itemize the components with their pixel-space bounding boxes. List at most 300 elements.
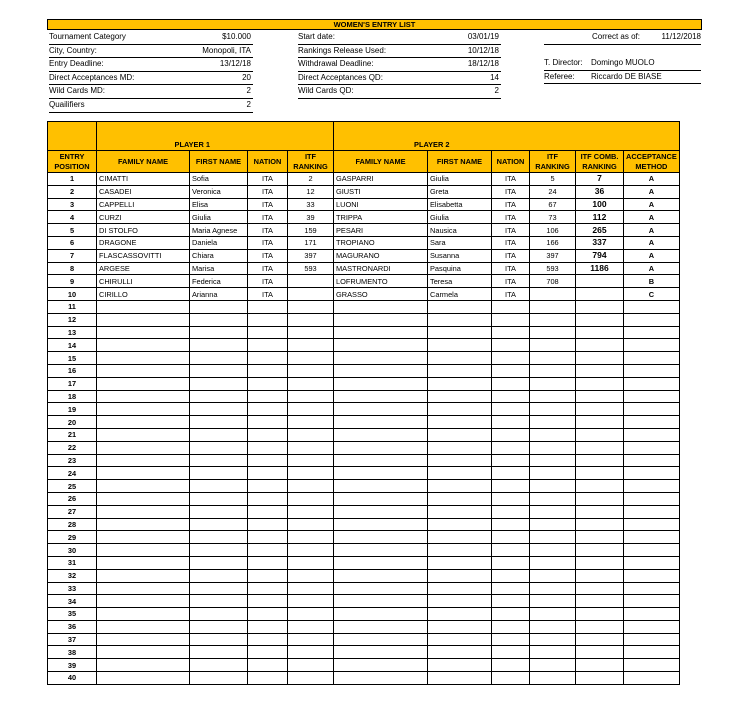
info-value: 2 bbox=[494, 86, 499, 96]
info-label: Wild Cards QD: bbox=[298, 86, 354, 96]
p1-first-name-cell: Maria Agnese bbox=[190, 224, 248, 237]
p1-first-name-cell bbox=[190, 595, 248, 608]
p2-itf-ranking-cell: 397 bbox=[530, 249, 576, 262]
table-row bbox=[48, 441, 680, 454]
p1-itf-ranking-cell bbox=[288, 659, 334, 672]
info-value: $10.000 bbox=[222, 32, 251, 41]
table-row bbox=[48, 224, 680, 237]
p1-first-name-cell bbox=[190, 364, 248, 377]
col-p1-nation: NATION bbox=[248, 151, 288, 173]
p1-itf-ranking-cell bbox=[288, 595, 334, 608]
tournament-info-left bbox=[49, 31, 253, 113]
p1-itf-ranking-cell bbox=[288, 339, 334, 352]
p1-first-name-cell bbox=[190, 608, 248, 621]
p1-first-name-cell: Chiara bbox=[190, 249, 248, 262]
p2-first-name-cell bbox=[428, 416, 492, 429]
p1-itf-ranking-cell bbox=[288, 390, 334, 403]
p1-first-name-cell bbox=[190, 659, 248, 672]
acceptance-method-cell bbox=[624, 467, 680, 480]
p1-family-name-cell bbox=[97, 467, 190, 480]
entry-position-cell: 37 bbox=[48, 633, 97, 646]
p1-nation-cell bbox=[248, 659, 288, 672]
p2-first-name-cell bbox=[428, 505, 492, 518]
p1-nation-cell: ITA bbox=[248, 262, 288, 275]
p2-itf-ranking-cell bbox=[530, 505, 576, 518]
itf-comb-ranking-cell bbox=[576, 364, 624, 377]
p2-first-name-cell: Sara bbox=[428, 236, 492, 249]
p1-first-name-cell bbox=[190, 428, 248, 441]
p2-itf-ranking-cell: 593 bbox=[530, 262, 576, 275]
p2-first-name-cell bbox=[428, 659, 492, 672]
acceptance-method-cell bbox=[624, 633, 680, 646]
table-row bbox=[48, 480, 680, 493]
itf-comb-ranking-cell bbox=[576, 288, 624, 301]
p2-nation-cell bbox=[492, 377, 530, 390]
info-row-da-md bbox=[49, 72, 253, 86]
p2-family-name-cell bbox=[334, 492, 428, 505]
acceptance-method-cell bbox=[624, 416, 680, 429]
table-row bbox=[48, 569, 680, 582]
p1-nation-cell bbox=[248, 620, 288, 633]
p1-first-name-cell bbox=[190, 326, 248, 339]
p2-family-name-cell bbox=[334, 505, 428, 518]
p1-nation-cell: ITA bbox=[248, 173, 288, 186]
entry-position-cell: 39 bbox=[48, 659, 97, 672]
p2-itf-ranking-cell bbox=[530, 544, 576, 557]
p1-family-name-cell: CAPPELLI bbox=[97, 198, 190, 211]
acceptance-method-cell bbox=[624, 518, 680, 531]
p1-family-name-cell bbox=[97, 608, 190, 621]
itf-comb-ranking-cell bbox=[576, 441, 624, 454]
p2-itf-ranking-cell bbox=[530, 428, 576, 441]
p1-itf-ranking-cell bbox=[288, 403, 334, 416]
p2-family-name-cell: TROPIANO bbox=[334, 236, 428, 249]
p2-nation-cell bbox=[492, 313, 530, 326]
p2-itf-ranking-cell bbox=[530, 556, 576, 569]
table-row bbox=[48, 198, 680, 211]
itf-comb-ranking-cell bbox=[576, 518, 624, 531]
p2-family-name-cell: TRIPPA bbox=[334, 211, 428, 224]
p2-nation-cell bbox=[492, 582, 530, 595]
p2-nation-cell bbox=[492, 672, 530, 685]
p2-nation-cell: ITA bbox=[492, 185, 530, 198]
acceptance-method-cell: C bbox=[624, 288, 680, 301]
acceptance-method-cell bbox=[624, 364, 680, 377]
table-row bbox=[48, 531, 680, 544]
p1-family-name-cell bbox=[97, 377, 190, 390]
col-itf-comb-ranking: ITF COMB. RANKING bbox=[576, 151, 624, 173]
p2-first-name-cell bbox=[428, 364, 492, 377]
p1-itf-ranking-cell bbox=[288, 441, 334, 454]
p2-first-name-cell bbox=[428, 582, 492, 595]
acceptance-method-cell bbox=[624, 620, 680, 633]
p2-first-name-cell: Giulia bbox=[428, 211, 492, 224]
acceptance-method-cell bbox=[624, 352, 680, 365]
p2-family-name-cell bbox=[334, 569, 428, 582]
p1-itf-ranking-cell bbox=[288, 377, 334, 390]
itf-comb-ranking-cell bbox=[576, 326, 624, 339]
itf-comb-ranking-cell: 265 bbox=[576, 224, 624, 237]
p2-itf-ranking-cell bbox=[530, 339, 576, 352]
p2-itf-ranking-cell bbox=[530, 313, 576, 326]
p2-nation-cell bbox=[492, 454, 530, 467]
p1-family-name-cell bbox=[97, 595, 190, 608]
info-value: Riccardo DE BIASE bbox=[591, 71, 662, 81]
p2-nation-cell bbox=[492, 595, 530, 608]
p2-first-name-cell bbox=[428, 531, 492, 544]
p2-itf-ranking-cell bbox=[530, 518, 576, 531]
table-row bbox=[48, 659, 680, 672]
p1-itf-ranking-cell: 2 bbox=[288, 173, 334, 186]
entry-position-cell: 25 bbox=[48, 480, 97, 493]
table-row bbox=[48, 313, 680, 326]
p1-family-name-cell bbox=[97, 531, 190, 544]
p2-family-name-cell bbox=[334, 595, 428, 608]
entry-position-cell: 35 bbox=[48, 608, 97, 621]
p2-itf-ranking-cell bbox=[530, 620, 576, 633]
p1-nation-cell bbox=[248, 633, 288, 646]
p2-first-name-cell: Greta bbox=[428, 185, 492, 198]
p2-family-name-cell bbox=[334, 556, 428, 569]
p2-family-name-cell: LOFRUMENTO bbox=[334, 275, 428, 288]
p1-nation-cell bbox=[248, 403, 288, 416]
p2-itf-ranking-cell bbox=[530, 390, 576, 403]
p2-family-name-cell bbox=[334, 531, 428, 544]
table-row bbox=[48, 620, 680, 633]
p1-itf-ranking-cell: 171 bbox=[288, 236, 334, 249]
itf-comb-ranking-cell bbox=[576, 492, 624, 505]
info-value: 2 bbox=[246, 99, 251, 109]
info-label: Referee: bbox=[544, 71, 575, 81]
table-row bbox=[48, 288, 680, 301]
itf-comb-ranking-cell bbox=[576, 377, 624, 390]
table-row bbox=[48, 377, 680, 390]
p1-nation-cell: ITA bbox=[248, 275, 288, 288]
p2-family-name-cell bbox=[334, 544, 428, 557]
p1-family-name-cell bbox=[97, 364, 190, 377]
p1-itf-ranking-cell bbox=[288, 518, 334, 531]
p2-itf-ranking-cell: 166 bbox=[530, 236, 576, 249]
p1-first-name-cell bbox=[190, 620, 248, 633]
p2-family-name-cell bbox=[334, 377, 428, 390]
p1-family-name-cell bbox=[97, 441, 190, 454]
p1-itf-ranking-cell bbox=[288, 300, 334, 313]
info-label: Start date: bbox=[298, 32, 335, 41]
p1-first-name-cell bbox=[190, 544, 248, 557]
info-label: Quailifiers bbox=[49, 99, 85, 109]
p2-itf-ranking-cell bbox=[530, 377, 576, 390]
itf-comb-ranking-cell: 337 bbox=[576, 236, 624, 249]
p2-family-name-cell bbox=[334, 608, 428, 621]
p1-family-name-cell bbox=[97, 454, 190, 467]
p2-first-name-cell bbox=[428, 480, 492, 493]
acceptance-method-cell bbox=[624, 339, 680, 352]
p1-first-name-cell bbox=[190, 416, 248, 429]
itf-comb-ranking-cell bbox=[576, 313, 624, 326]
entry-position-cell: 36 bbox=[48, 620, 97, 633]
p1-first-name-cell bbox=[190, 556, 248, 569]
p1-nation-cell bbox=[248, 595, 288, 608]
table-row bbox=[48, 275, 680, 288]
p1-family-name-cell bbox=[97, 416, 190, 429]
p2-first-name-cell bbox=[428, 300, 492, 313]
entry-position-cell: 6 bbox=[48, 236, 97, 249]
info-value: 14 bbox=[490, 72, 499, 82]
p2-family-name-cell bbox=[334, 313, 428, 326]
p1-itf-ranking-cell bbox=[288, 275, 334, 288]
p1-nation-cell bbox=[248, 467, 288, 480]
p2-first-name-cell bbox=[428, 595, 492, 608]
p2-family-name-cell bbox=[334, 339, 428, 352]
p2-nation-cell bbox=[492, 531, 530, 544]
itf-comb-ranking-cell: 1186 bbox=[576, 262, 624, 275]
itf-comb-ranking-cell bbox=[576, 339, 624, 352]
p1-nation-cell bbox=[248, 569, 288, 582]
p1-first-name-cell bbox=[190, 633, 248, 646]
table-row bbox=[48, 262, 680, 275]
itf-comb-ranking-cell bbox=[576, 428, 624, 441]
itf-comb-ranking-cell bbox=[576, 659, 624, 672]
p1-nation-cell bbox=[248, 505, 288, 518]
p2-family-name-cell bbox=[334, 518, 428, 531]
p2-family-name-cell: PESARI bbox=[334, 224, 428, 237]
col-p1-family-name: FAMILY NAME bbox=[97, 151, 190, 173]
p1-first-name-cell: Sofia bbox=[190, 173, 248, 186]
p1-first-name-cell bbox=[190, 377, 248, 390]
p1-nation-cell bbox=[248, 390, 288, 403]
p1-family-name-cell: CHIRULLI bbox=[97, 275, 190, 288]
acceptance-method-cell bbox=[624, 428, 680, 441]
acceptance-method-cell bbox=[624, 313, 680, 326]
p1-first-name-cell bbox=[190, 352, 248, 365]
entry-position-cell: 40 bbox=[48, 672, 97, 685]
info-label: Direct Acceptances MD: bbox=[49, 72, 135, 82]
p2-nation-cell: ITA bbox=[492, 236, 530, 249]
p1-itf-ranking-cell: 593 bbox=[288, 262, 334, 275]
acceptance-method-cell bbox=[624, 531, 680, 544]
p2-first-name-cell bbox=[428, 339, 492, 352]
p1-itf-ranking-cell: 39 bbox=[288, 211, 334, 224]
p1-first-name-cell: Federica bbox=[190, 275, 248, 288]
p2-family-name-cell bbox=[334, 582, 428, 595]
p1-family-name-cell bbox=[97, 659, 190, 672]
info-row-entry-deadline bbox=[49, 58, 253, 72]
p2-itf-ranking-cell bbox=[530, 403, 576, 416]
table-row bbox=[48, 416, 680, 429]
p1-family-name-cell bbox=[97, 646, 190, 659]
p2-nation-cell: ITA bbox=[492, 211, 530, 224]
tournament-info-middle bbox=[298, 31, 501, 99]
p1-first-name-cell bbox=[190, 672, 248, 685]
p1-first-name-cell bbox=[190, 339, 248, 352]
entry-position-cell: 33 bbox=[48, 582, 97, 595]
table-row bbox=[48, 173, 680, 186]
p2-first-name-cell: Pasquina bbox=[428, 262, 492, 275]
table-row bbox=[48, 300, 680, 313]
info-row-withdrawal-deadline bbox=[298, 58, 501, 72]
info-label: Entry Deadline: bbox=[49, 59, 104, 69]
p1-nation-cell: ITA bbox=[248, 185, 288, 198]
col-p1-first-name: FIRST NAME bbox=[190, 151, 248, 173]
p2-nation-cell bbox=[492, 416, 530, 429]
p2-first-name-cell: Nausica bbox=[428, 224, 492, 237]
p2-itf-ranking-cell bbox=[530, 352, 576, 365]
p2-family-name-cell bbox=[334, 300, 428, 313]
p2-nation-cell: ITA bbox=[492, 249, 530, 262]
p2-family-name-cell bbox=[334, 633, 428, 646]
info-row-director bbox=[544, 57, 701, 71]
p2-first-name-cell: Carmela bbox=[428, 288, 492, 301]
entry-position-cell: 20 bbox=[48, 416, 97, 429]
p1-family-name-cell bbox=[97, 582, 190, 595]
table-row bbox=[48, 646, 680, 659]
p2-first-name-cell: Elisabetta bbox=[428, 198, 492, 211]
p2-family-name-cell bbox=[334, 480, 428, 493]
p2-nation-cell bbox=[492, 352, 530, 365]
p1-family-name-cell: CASADEI bbox=[97, 185, 190, 198]
p1-nation-cell: ITA bbox=[248, 211, 288, 224]
p1-itf-ranking-cell bbox=[288, 582, 334, 595]
p2-itf-ranking-cell bbox=[530, 364, 576, 377]
table-row bbox=[48, 428, 680, 441]
p2-first-name-cell: Teresa bbox=[428, 275, 492, 288]
p1-itf-ranking-cell bbox=[288, 454, 334, 467]
p2-first-name-cell bbox=[428, 620, 492, 633]
p2-itf-ranking-cell: 67 bbox=[530, 198, 576, 211]
p1-nation-cell: ITA bbox=[248, 249, 288, 262]
col-p2-family-name: FAMILY NAME bbox=[334, 151, 428, 173]
p2-itf-ranking-cell bbox=[530, 480, 576, 493]
entry-position-cell: 28 bbox=[48, 518, 97, 531]
acceptance-method-cell bbox=[624, 505, 680, 518]
p2-nation-cell: ITA bbox=[492, 288, 530, 301]
entry-position-cell: 23 bbox=[48, 454, 97, 467]
p2-family-name-cell: GRASSO bbox=[334, 288, 428, 301]
itf-comb-ranking-cell bbox=[576, 300, 624, 313]
p2-family-name-cell: GASPARRI bbox=[334, 173, 428, 186]
p1-itf-ranking-cell bbox=[288, 288, 334, 301]
p1-itf-ranking-cell bbox=[288, 608, 334, 621]
acceptance-method-cell bbox=[624, 569, 680, 582]
p2-family-name-cell bbox=[334, 646, 428, 659]
entry-position-cell: 26 bbox=[48, 492, 97, 505]
p1-family-name-cell bbox=[97, 313, 190, 326]
p2-nation-cell bbox=[492, 620, 530, 633]
entry-position-cell: 24 bbox=[48, 467, 97, 480]
p1-first-name-cell bbox=[190, 505, 248, 518]
p2-nation-cell bbox=[492, 633, 530, 646]
table-row bbox=[48, 595, 680, 608]
table-row bbox=[48, 326, 680, 339]
p2-family-name-cell bbox=[334, 620, 428, 633]
p1-first-name-cell bbox=[190, 569, 248, 582]
itf-comb-ranking-cell bbox=[576, 454, 624, 467]
p1-nation-cell bbox=[248, 531, 288, 544]
p2-itf-ranking-cell: 5 bbox=[530, 173, 576, 186]
p1-family-name-cell bbox=[97, 620, 190, 633]
info-label: Direct Acceptances QD: bbox=[298, 72, 383, 82]
p1-first-name-cell bbox=[190, 313, 248, 326]
table-row bbox=[48, 236, 680, 249]
p2-first-name-cell: Susanna bbox=[428, 249, 492, 262]
entry-position-cell: 17 bbox=[48, 377, 97, 390]
p1-nation-cell bbox=[248, 672, 288, 685]
acceptance-method-cell bbox=[624, 326, 680, 339]
p2-itf-ranking-cell bbox=[530, 646, 576, 659]
table-row bbox=[48, 467, 680, 480]
p2-nation-cell: ITA bbox=[492, 224, 530, 237]
entry-position-cell: 18 bbox=[48, 390, 97, 403]
p2-nation-cell bbox=[492, 480, 530, 493]
p2-family-name-cell bbox=[334, 416, 428, 429]
itf-comb-ranking-cell bbox=[576, 582, 624, 595]
acceptance-method-cell bbox=[624, 556, 680, 569]
p1-first-name-cell bbox=[190, 403, 248, 416]
col-p2-itf-ranking: ITF RANKING bbox=[530, 151, 576, 173]
itf-comb-ranking-cell bbox=[576, 569, 624, 582]
entry-position-cell: 22 bbox=[48, 441, 97, 454]
page-title: WOMEN'S ENTRY LIST bbox=[47, 19, 702, 30]
p2-first-name-cell bbox=[428, 326, 492, 339]
acceptance-method-cell bbox=[624, 646, 680, 659]
p2-first-name-cell bbox=[428, 646, 492, 659]
p1-itf-ranking-cell bbox=[288, 531, 334, 544]
info-row-rankings-release bbox=[298, 45, 501, 59]
col-p1-itf-ranking: ITF RANKING bbox=[288, 151, 334, 173]
p1-nation-cell: ITA bbox=[248, 236, 288, 249]
entry-position-cell: 15 bbox=[48, 352, 97, 365]
p1-first-name-cell bbox=[190, 467, 248, 480]
table-row bbox=[48, 556, 680, 569]
p1-family-name-cell: CIRILLO bbox=[97, 288, 190, 301]
p2-itf-ranking-cell: 708 bbox=[530, 275, 576, 288]
p1-nation-cell bbox=[248, 454, 288, 467]
p2-itf-ranking-cell bbox=[530, 454, 576, 467]
p1-family-name-cell bbox=[97, 339, 190, 352]
entry-position-cell: 10 bbox=[48, 288, 97, 301]
p1-family-name-cell bbox=[97, 569, 190, 582]
acceptance-method-cell bbox=[624, 595, 680, 608]
p2-itf-ranking-cell bbox=[530, 633, 576, 646]
itf-comb-ranking-cell bbox=[576, 672, 624, 685]
p1-itf-ranking-cell bbox=[288, 467, 334, 480]
p1-nation-cell: ITA bbox=[248, 198, 288, 211]
p2-first-name-cell bbox=[428, 454, 492, 467]
itf-comb-ranking-cell bbox=[576, 403, 624, 416]
p1-family-name-cell: CURZI bbox=[97, 211, 190, 224]
header-blank bbox=[48, 122, 97, 151]
itf-comb-ranking-cell: 36 bbox=[576, 185, 624, 198]
p1-nation-cell: ITA bbox=[248, 288, 288, 301]
p2-first-name-cell bbox=[428, 518, 492, 531]
p1-family-name-cell: DRAGONE bbox=[97, 236, 190, 249]
acceptance-method-cell bbox=[624, 492, 680, 505]
p1-family-name-cell bbox=[97, 672, 190, 685]
itf-comb-ranking-cell bbox=[576, 531, 624, 544]
p2-first-name-cell bbox=[428, 467, 492, 480]
p1-itf-ranking-cell: 397 bbox=[288, 249, 334, 262]
p2-itf-ranking-cell bbox=[530, 300, 576, 313]
p2-itf-ranking-cell bbox=[530, 659, 576, 672]
p1-nation-cell bbox=[248, 492, 288, 505]
entry-position-cell: 32 bbox=[48, 569, 97, 582]
p2-itf-ranking-cell: 24 bbox=[530, 185, 576, 198]
header-blank bbox=[576, 122, 624, 151]
p1-family-name-cell bbox=[97, 544, 190, 557]
p2-first-name-cell bbox=[428, 608, 492, 621]
p1-nation-cell: ITA bbox=[248, 224, 288, 237]
p1-first-name-cell bbox=[190, 454, 248, 467]
